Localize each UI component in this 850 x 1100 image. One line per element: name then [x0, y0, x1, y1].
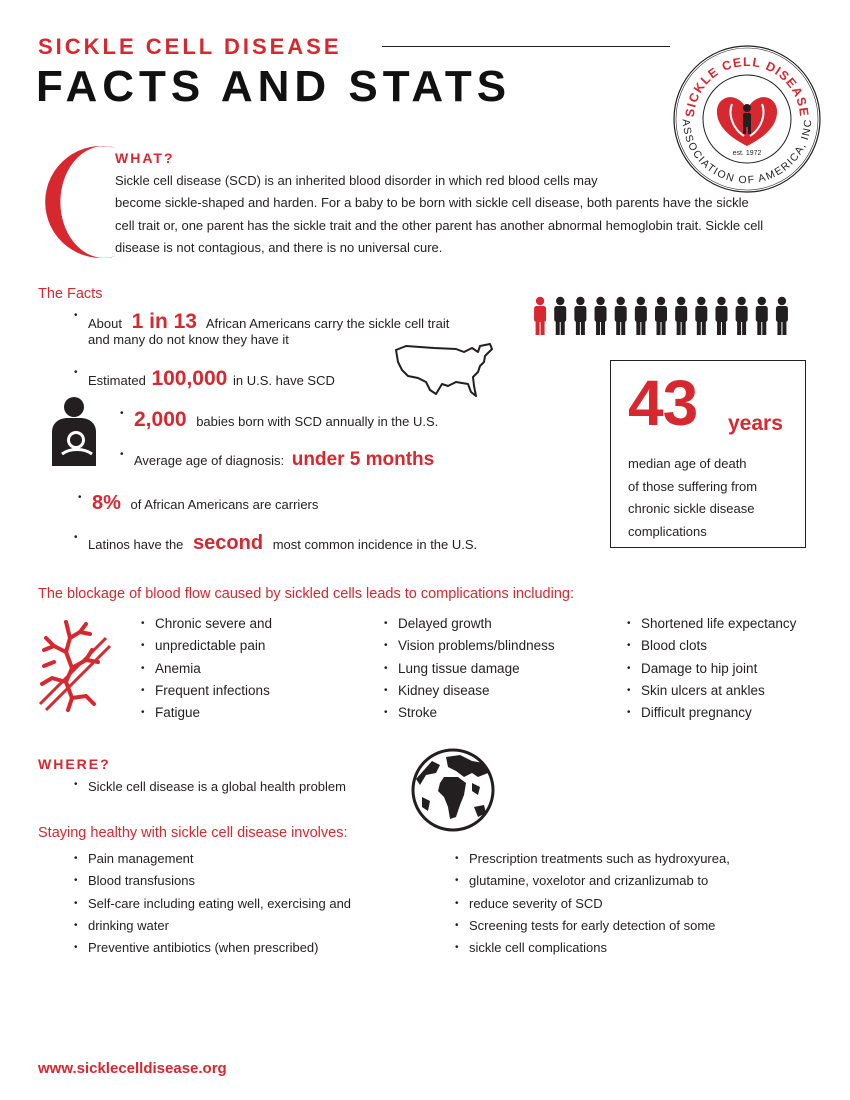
mother-baby-icon — [44, 396, 106, 466]
healthy-item: • Prescription treatments such as hydroxyurea, — [469, 848, 730, 870]
globe-icon — [410, 747, 496, 833]
healthy-item: • Blood transfusions — [88, 870, 351, 892]
healthy-item-cont: • reduce severity of SCD — [469, 893, 730, 915]
logo-est: est. 1972 — [732, 150, 762, 157]
person-figure — [554, 297, 566, 335]
blocked-blood-vessel-icon — [36, 618, 112, 712]
healthy-item: • Self-care including eating well, exercising and — [88, 893, 351, 915]
what-body — [115, 170, 815, 259]
complication-item: • Lung tissue damage — [398, 658, 555, 680]
complication-item: • Anemia — [155, 658, 272, 680]
healthy-item: • Preventive antibiotics (when prescribed) — [88, 937, 351, 959]
healthy-col-right — [469, 848, 730, 959]
fact-3-post: babies born with SCD annually in the U.S. — [196, 414, 439, 429]
person-figure — [736, 297, 748, 335]
fact-2-post: in U.S. have SCD — [232, 373, 335, 388]
complications-heading: The blockage of blood flow caused by sickled cells leads to complications including: — [38, 586, 574, 602]
fact-4-big: under 5 months — [291, 449, 435, 470]
header-rule — [382, 46, 670, 47]
person-figure — [776, 297, 788, 335]
where-heading: WHERE? — [38, 756, 111, 772]
stat-unit: years — [728, 412, 783, 435]
person-figure — [675, 297, 687, 335]
complication-item: • Shortened life expectancy — [641, 613, 796, 635]
person-figure — [655, 297, 667, 335]
complication-item-cont: • unpredictable pain — [155, 635, 272, 657]
complication-item: • Frequent infections — [155, 680, 272, 702]
what-line-3: cell trait or, one parent has the sickle trait and the other parent has another abnormal hemoglobin trait. Sickle cell — [115, 217, 764, 233]
stat-number: 43 — [628, 367, 698, 439]
complication-item: • Skin ulcers at ankles — [641, 680, 796, 702]
complication-item: • Chronic severe and — [155, 613, 272, 635]
complications-col-3 — [641, 613, 796, 724]
complication-item: • Delayed growth — [398, 613, 555, 635]
fact-3-big: 2,000 — [134, 408, 187, 431]
healthy-item-cont: • drinking water — [88, 915, 351, 937]
healthy-col-left — [88, 848, 351, 959]
person-figure — [574, 297, 586, 335]
people-row-icon — [530, 296, 792, 336]
complication-item: • Kidney disease — [398, 680, 555, 702]
complications-col-2 — [398, 613, 555, 724]
fact-3 — [134, 408, 438, 432]
facts-heading: The Facts — [38, 286, 103, 302]
fact-1-line2: and many do not know they have it — [88, 332, 289, 347]
fact-1-big: 1 in 13 — [131, 310, 197, 333]
fact-6-big: second — [193, 532, 264, 554]
page-title: FACTS AND STATS — [36, 62, 512, 111]
healthy-item: • Pain management — [88, 848, 351, 870]
complication-item: • Blood clots — [641, 635, 796, 657]
complication-item: • Vision problems/blindness — [398, 635, 555, 657]
person-figure — [635, 297, 647, 335]
fact-4-pre: Average age of diagnosis: — [134, 453, 285, 468]
healthy-item: • Screening tests for early detection of some — [469, 915, 730, 937]
fact-6-post: most common incidence in the U.S. — [272, 537, 478, 552]
stat-line-3: chronic sickle disease — [628, 501, 755, 516]
stat-line-4: complications — [628, 523, 707, 539]
complications-col-1 — [155, 613, 272, 724]
fact-5-big: 8% — [92, 492, 121, 514]
person-figure — [715, 297, 727, 335]
logo-ring-bottom: ASSOCIATION OF AMERICA, INC — [679, 118, 815, 187]
header-subtitle: SICKLE CELL DISEASE — [38, 34, 342, 59]
fact-6-pre: Latinos have the — [88, 537, 184, 552]
healthy-item-cont: • glutamine, voxelotor and crizanlizumab to — [469, 870, 730, 892]
complication-item: • Damage to hip joint — [641, 658, 796, 680]
fact-1-pre: About — [88, 316, 122, 331]
what-line-4: disease is not contagious, and there is no universal cure. — [115, 239, 443, 255]
fact-2 — [88, 367, 335, 391]
fact-1 — [88, 310, 449, 334]
complication-item: • Difficult pregnancy — [641, 702, 796, 724]
fact-6 — [88, 532, 477, 555]
what-line-1: Sickle cell disease (SCD) is an inherited blood disorder in which red blood cells may — [115, 173, 598, 188]
person-figure — [595, 297, 607, 335]
stat-line-2: of those suffering from — [628, 478, 758, 494]
fact-5-post: of African Americans are carriers — [130, 497, 319, 512]
stat-description — [628, 453, 798, 543]
fact-4 — [134, 449, 434, 471]
website-link[interactable]: www.sicklecelldisease.org — [38, 1060, 227, 1077]
red-cell-crescent-icon — [36, 146, 116, 258]
person-figure — [615, 297, 627, 335]
where-item: • Sickle cell disease is a global health problem — [88, 779, 346, 794]
complication-item: • Fatigue — [155, 702, 272, 724]
logo-ring-top: SICKLE CELL DISEASE — [682, 54, 812, 118]
healthy-item-cont: • sickle cell complications — [469, 937, 730, 959]
what-heading: WHAT? — [115, 150, 175, 166]
us-map-icon — [394, 340, 494, 400]
what-line-2: become sickle-shaped and harden. For a baby to be born with sickle cell disease, both parents have the sickle — [115, 195, 749, 211]
fact-2-big: 100,000 — [151, 367, 228, 390]
fact-1-post: African Americans carry the sickle cell trait — [205, 316, 450, 331]
fact-2-pre: Estimated — [88, 373, 146, 388]
fact-5 — [92, 492, 318, 515]
complication-item: • Stroke — [398, 702, 555, 724]
person-figure — [756, 297, 768, 335]
healthy-heading: Staying healthy with sickle cell disease involves: — [38, 825, 348, 841]
person-figure — [695, 297, 707, 335]
stat-line-1: median age of death — [628, 456, 747, 471]
person-figure-highlighted — [534, 297, 546, 335]
